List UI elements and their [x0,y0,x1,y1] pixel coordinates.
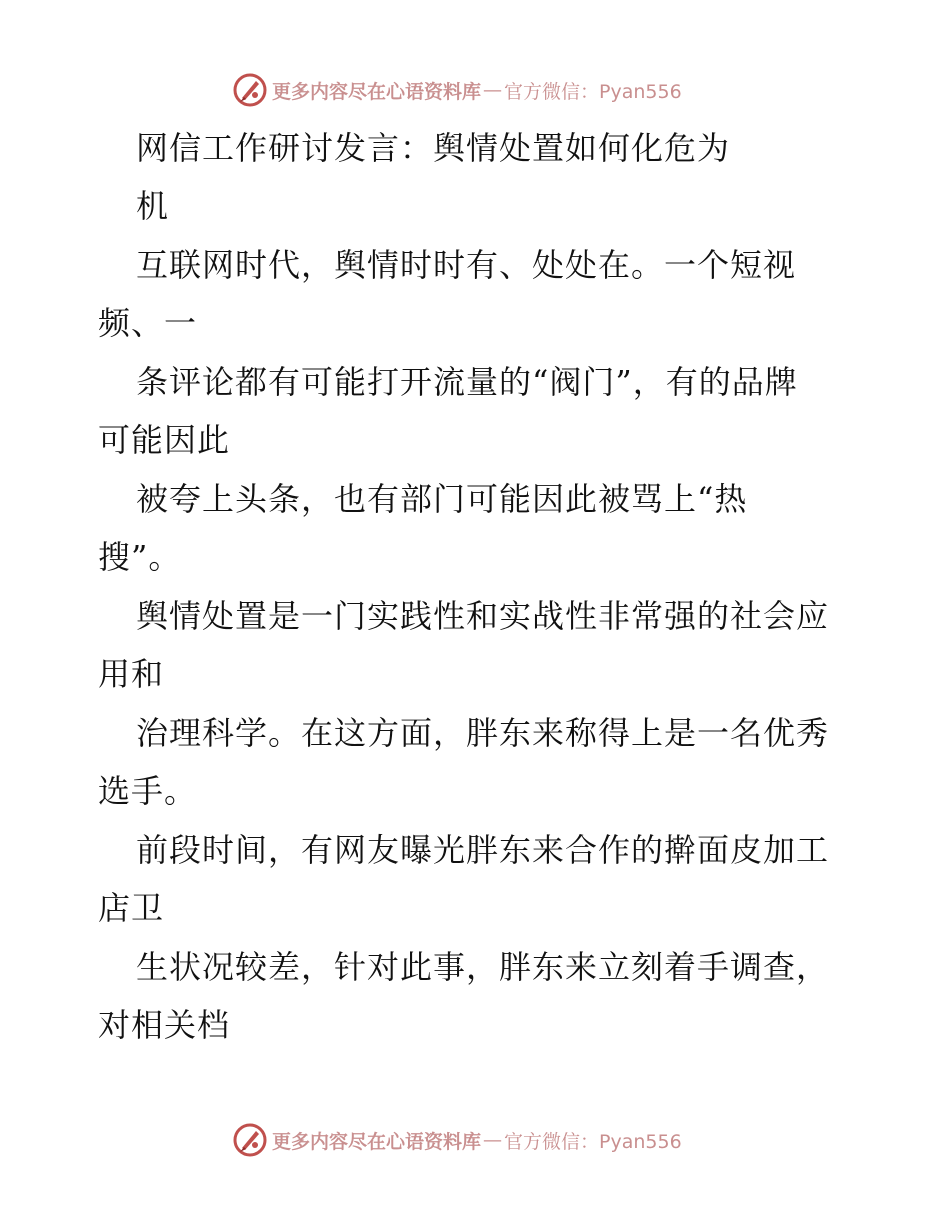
paragraph-line: 选手。 [98,772,198,810]
paragraph-line: 条评论都有可能打开流量的“阀门”，有的品牌 [136,363,798,401]
paragraph-line: 用和 [98,655,165,693]
watermark-footer [232,1120,682,1160]
watermark-account: 官方微信：Pyan556 [504,80,682,103]
paragraph-line: 互联网时代，舆情时时有、处处在。一个短视 [136,246,797,284]
paragraph-line: 对相关档 [98,1006,231,1044]
document-title-line-1: 网信工作研讨发言：舆情处置如何化危为 [136,129,731,167]
paragraph-line: 被夸上头条，也有部门可能因此被骂上“热 [136,480,748,518]
paragraph-line: 搜”。 [98,538,182,576]
document-title-line-2: 机 [136,187,170,225]
paragraph-line: 舆情处置是一门实践性和实战性非常强的社会应 [136,597,830,635]
paragraph-line: 治理科学。在这方面，胖东来称得上是一名优秀 [136,714,830,752]
paragraph-line: 可能因此 [98,421,231,459]
quill-logo-icon [232,72,268,108]
paragraph-line: 生状况较差，针对此事，胖东来立刻着手调查， [136,948,830,986]
paragraph-line: 店卫 [98,889,165,927]
watermark-separator: — [483,1129,503,1151]
watermark-separator: — [483,79,503,101]
watermark-account: 官方微信：Pyan556 [504,1130,682,1153]
watermark-text: 更多内容尽在心语资料库 [272,80,482,103]
watermark-text: 更多内容尽在心语资料库 [272,1130,482,1153]
paragraph-line: 频、一 [98,304,198,342]
quill-logo-icon [232,1122,268,1158]
watermark-header [232,70,682,110]
paragraph-line: 前段时间，有网友曝光胖东来合作的擀面皮加工 [136,831,830,869]
